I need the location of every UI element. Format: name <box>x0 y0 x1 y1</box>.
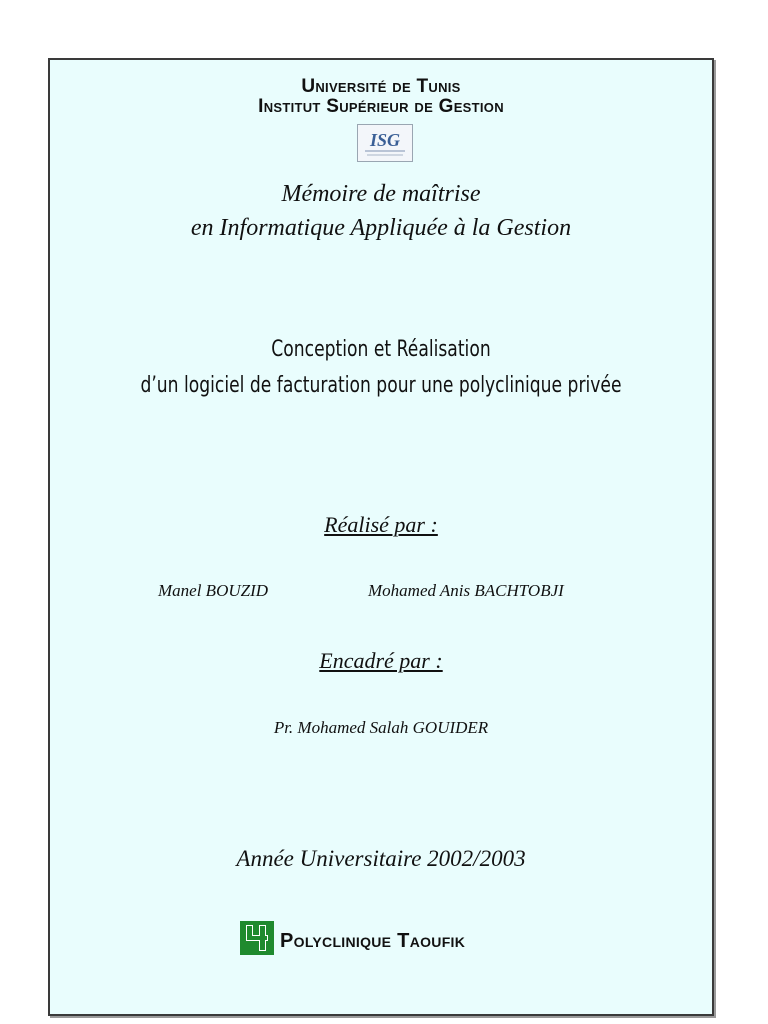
authors-heading: Réalisé par : <box>324 512 438 537</box>
institute-name: Institut Supérieur de Gestion <box>258 96 504 117</box>
degree-line-2: en Informatique Appliquée à la Gestion <box>190 215 572 241</box>
clinic-name: Polyclinique Taoufik <box>280 930 466 952</box>
isg-logo-text: ISG <box>369 130 401 150</box>
clinic-brand <box>240 918 465 958</box>
isg-logo <box>357 124 413 162</box>
thesis-title-line-2: d’un logiciel de facturation pour une polyclinique privée <box>140 373 622 398</box>
supervisor-name: Pr. Mohamed Salah GOUIDER <box>273 718 489 737</box>
document-page <box>48 58 714 1016</box>
university-name: Université de Tunis <box>301 76 461 97</box>
clinic-logo-icon <box>240 921 274 955</box>
author-name: Mohamed Anis BACHTOBJI <box>368 581 564 600</box>
academic-year: Année Universitaire 2002/2003 <box>236 846 526 871</box>
degree-line-1: Mémoire de maîtrise <box>281 181 481 207</box>
supervisor-heading: Encadré par : <box>319 648 443 673</box>
thesis-title-line-1: Conception et Réalisation <box>271 337 491 362</box>
author-name: Manel BOUZID <box>158 581 269 600</box>
